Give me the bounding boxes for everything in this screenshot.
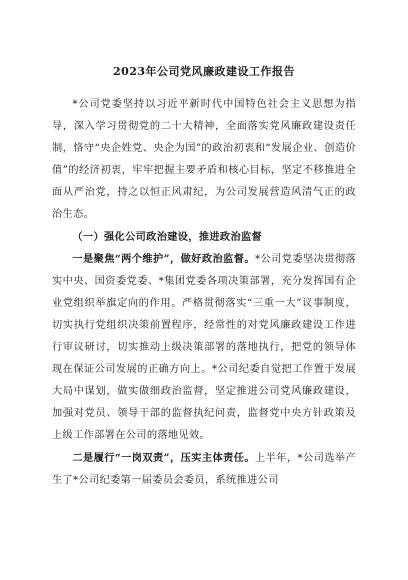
paragraph-1-body: *公司党委坚决贯彻落实中央、国资委党委、*集团党委各项决策部署，充分发挥国有企业党组织举旗定向的作用。严格贯彻落实“三重一大”议事制度，切实执行党组织决策前置程序，经常性的对党风廉政建设工作进行审议研讨，切实推动上级决策部署的落地执行，把党的领导体现在保证公司发展的正确方向上。*公司纪委自觉把工作置于发展大局中谋划，做实做细政治监督，坚定推进公司党风廉政建设，加强对党员、领导干部的监督执纪问责，监督党中央方针政策及上级工作部署在公司的落地见效。	[52, 254, 356, 441]
paragraph-1-lead: 一是聚焦“两个维护”，做好政治监督。	[72, 253, 255, 265]
paragraph-1	[52, 248, 356, 447]
paragraph-2	[52, 447, 356, 492]
paragraph-2-body: 上半年，*公司选举产生了*公司纪委第一届委员会委员，系统推进公司	[52, 453, 356, 486]
paragraph-2-lead: 二是履行“一岗双责”，压实主体责任。	[72, 452, 255, 464]
document-title: 2023年公司党风廉政建设工作报告	[112, 65, 296, 78]
intro-paragraph: *公司党委坚持以习近平新时代中国特色社会主义思想为指导，深入学习贯彻党的二十大精神，全面落实党风廉政建设责任制，恪守“央企姓党、央企为国”的政治初衷和“发展企业、创造价值”的经济初衷，牢牢把握主要矛盾和核心目标，坚定不移推进全面从严治党，持之以恒正风肃纪，为公司发展营造风清气正的政治生态。	[52, 99, 356, 220]
section-heading-1: （一）强化公司政治建设，推进政治监督	[72, 231, 263, 243]
